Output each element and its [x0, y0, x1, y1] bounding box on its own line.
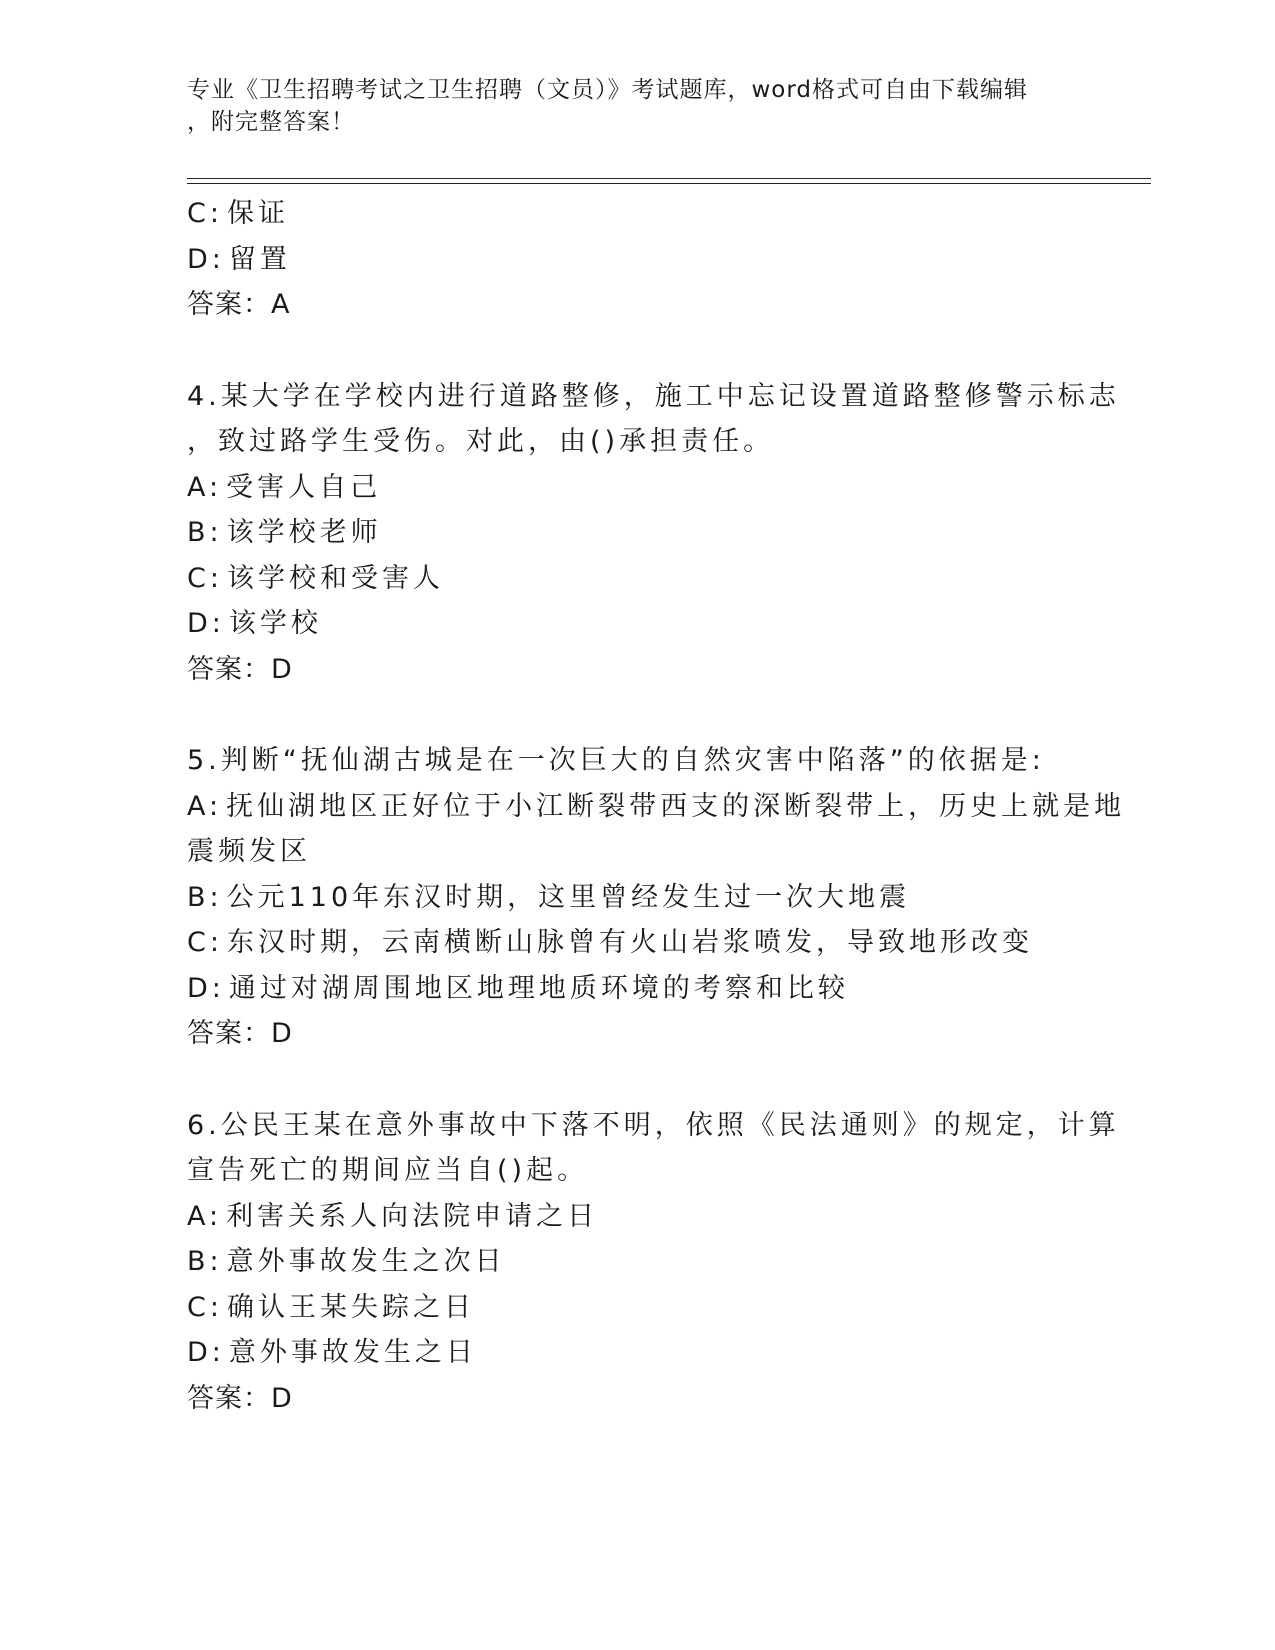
option-d: D: 通过对湖周围地区地理地质环境的考察和比较: [187, 972, 849, 1004]
option-b: B: 意外事故发生之次日: [187, 1246, 506, 1277]
question-stem: 6.公民王某在意外事故中下落不明，依照《民法通则》的规定，计算: [187, 1109, 1120, 1141]
question-stem: 5.判断“抚仙湖古城是在一次巨大的自然灾害中陷落”的依据是:: [187, 745, 1045, 776]
question-stem: 宣告死亡的期间应当自()起。: [187, 1155, 589, 1186]
answer: 答案：D: [187, 653, 293, 685]
option-d: D: 该学校: [187, 608, 322, 639]
option-a: A: 利害关系人向法院申请之日: [187, 1200, 599, 1232]
option-d: D: 留置: [187, 243, 291, 275]
answer: 答案：A: [187, 289, 291, 320]
option-a: A: 受害人自己: [187, 471, 382, 503]
header-rule-bottom: [187, 183, 1151, 184]
question-5: [187, 738, 1126, 1057]
option-b: B: 公元110年东汉时期，这里曾经发生过一次大地震: [187, 881, 911, 913]
question-stem: 4.某大学在学校内进行道路整修，施工中忘记设置道路整修警示标志: [187, 380, 1120, 412]
answer: 答案：D: [187, 1382, 293, 1414]
answer: 答案：D: [187, 1018, 293, 1049]
option-c: C: 保证: [187, 198, 289, 229]
option-d: D: 意外事故发生之日: [187, 1337, 477, 1368]
question-3-partial: [187, 191, 1087, 328]
header-line-1: 专业《卫生招聘考试之卫生招聘（文员）》考试题库，word格式可自由下载编辑: [187, 77, 1029, 103]
header-line-2: ，附完整答案！: [187, 109, 355, 135]
question-6: [187, 1103, 1120, 1422]
option-c: C: 该学校和受害人: [187, 562, 444, 594]
document-header: [187, 74, 1067, 138]
option-c: C: 确认王某失踪之日: [187, 1291, 475, 1323]
option-b: B: 该学校老师: [187, 517, 382, 548]
question-stem: ，致过路学生受伤。对此，由()承担责任。: [187, 426, 775, 457]
option-a-continued: 震频发区: [187, 836, 311, 867]
option-c: C: 东汉时期，云南横断山脉曾有火山岩浆喷发，导致地形改变: [187, 927, 1033, 958]
question-4: [187, 374, 1120, 693]
header-rule-top: [187, 178, 1151, 179]
option-a: A: 抚仙湖地区正好位于小江断裂带西支的深断裂带上，历史上就是地: [187, 790, 1126, 822]
question-list: [187, 191, 1126, 1421]
